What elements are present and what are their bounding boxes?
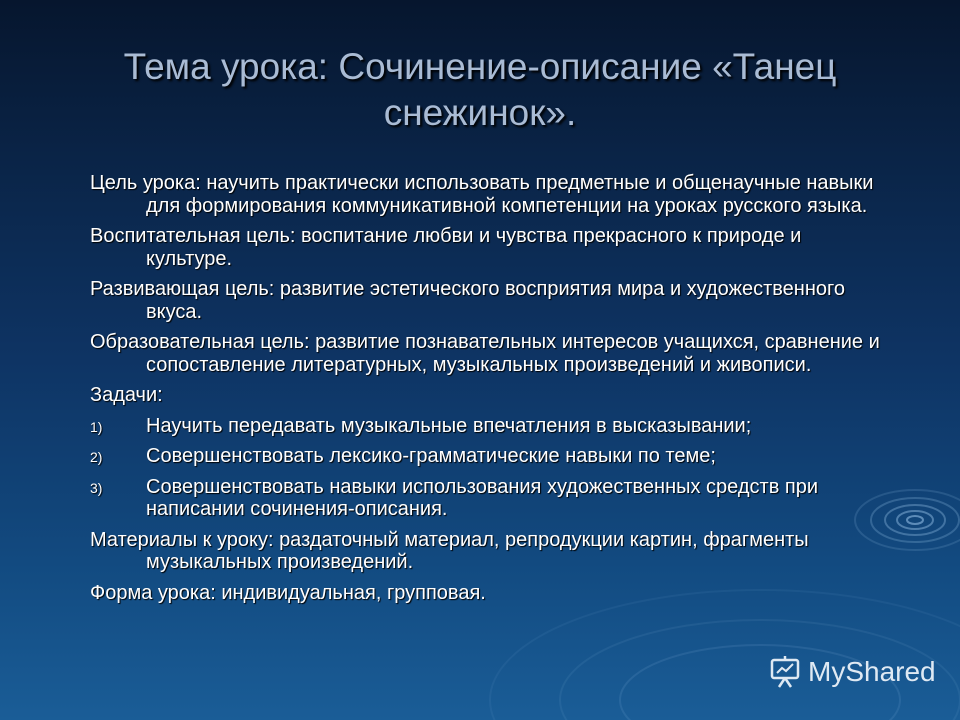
ripple-ring xyxy=(907,516,923,524)
list-item-number: 2) xyxy=(90,449,103,465)
list-item xyxy=(90,445,890,468)
lesson-form-paragraph: Форма урока: индивидуальная, групповая. xyxy=(90,581,486,604)
lesson-goal-paragraph: Цель урока: научить практически использовать предметные и общенаучные навыки для формирования коммуникативной компетенции на уроках русского языка. xyxy=(90,172,874,217)
list-item-text: Совершенствовать лексико-грамматические навыки по теме; xyxy=(146,445,716,467)
tasks-heading: Задачи: xyxy=(90,384,163,406)
educational-goal-paragraph: Воспитательная цель: воспитание любви и чувства прекрасного к природе и культуре. xyxy=(90,225,802,270)
ripple-ring xyxy=(897,511,933,529)
learning-goal-paragraph: Образовательная цель: развитие познавательных интересов учащихся, сравнение и сопоставление литературных, музыкальных произведений и живописи. xyxy=(90,331,880,376)
ripple-ring xyxy=(885,505,945,535)
list-item xyxy=(90,476,890,521)
list-item-number: 1) xyxy=(90,418,103,435)
slide-body xyxy=(90,172,890,612)
list-item-text: Научить передавать музыкальные впечатления в высказывании; xyxy=(146,414,752,437)
slide-title: Тема урока: Сочинение-описание «Танец снежинок». xyxy=(123,46,837,133)
watermark-text: MyShared xyxy=(808,656,936,687)
list-item-text: Совершенствовать навыки использования художественных средств при написании сочинения-описания. xyxy=(146,475,819,520)
materials-paragraph: Материалы к уроку: раздаточный материал, репродукции картин, фрагменты музыкальных произведений. xyxy=(90,528,809,573)
list-item xyxy=(90,415,890,438)
developmental-goal-paragraph: Развивающая цель: развитие эстетического восприятия мира и художественного вкуса. xyxy=(90,278,845,323)
watermark-logo xyxy=(768,655,936,689)
task-list xyxy=(90,415,890,521)
list-item-number: 3) xyxy=(90,479,103,496)
presentation-screen-icon xyxy=(768,655,802,689)
